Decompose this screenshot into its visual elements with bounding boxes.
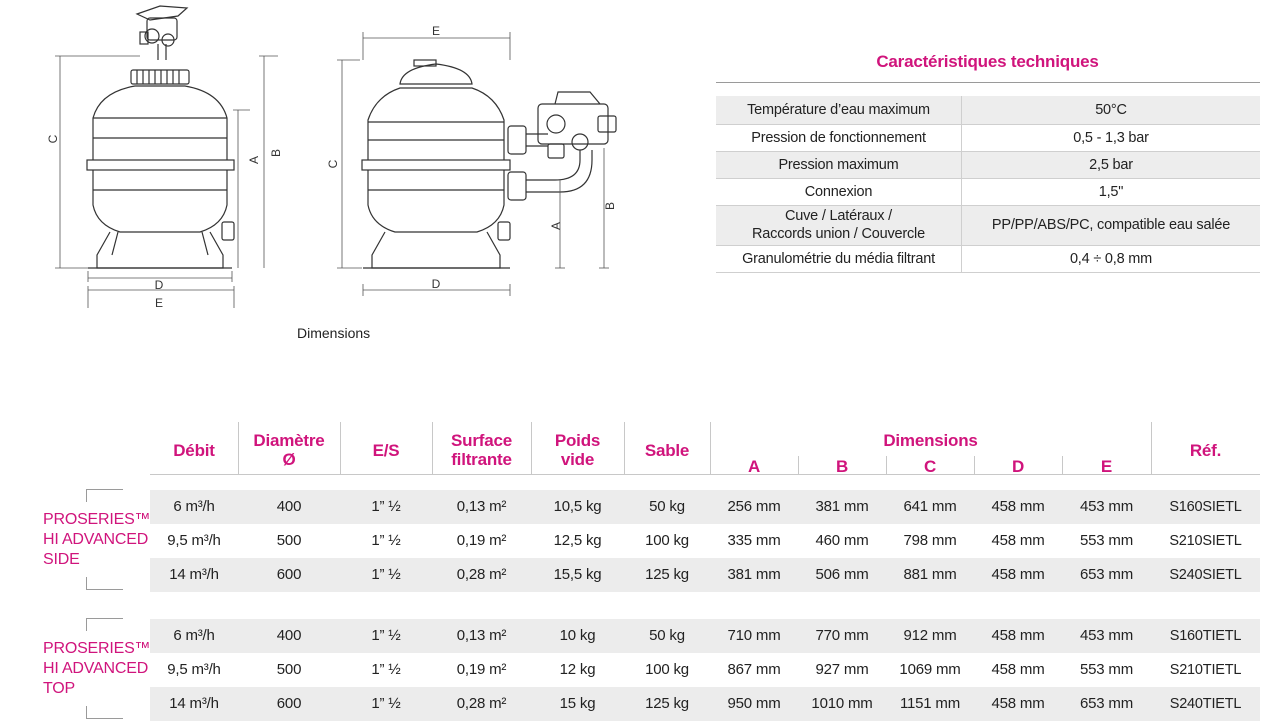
side-mount-filter-drawing: [362, 60, 616, 268]
col-header-line: Ø: [282, 450, 296, 469]
tech-specs-table: [716, 96, 1260, 273]
cell-dim-a: 335 mm: [727, 532, 781, 549]
tech-key: [716, 205, 962, 245]
series-name-line: HI ADVANCED: [43, 531, 149, 548]
cell-dim-c: 798 mm: [903, 532, 957, 549]
cell-poids: 12,5 kg: [553, 532, 602, 549]
dim-label-e: E: [431, 24, 441, 38]
cell-es: 1” ½: [371, 532, 401, 549]
col-header-e: E: [1100, 457, 1113, 476]
col-header-poids: [531, 431, 624, 469]
cell-surface: 0,13 m²: [456, 627, 507, 644]
cell-ref: S210SIETL: [1169, 533, 1242, 549]
dim-label-e: E: [154, 296, 164, 310]
cell-dim-e: 553 mm: [1080, 532, 1133, 549]
tech-key: Granulométrie du média filtrant: [716, 245, 962, 272]
cell-dim-a: 950 mm: [727, 695, 781, 712]
group-bracket: [86, 618, 123, 631]
col-header-line: filtrante: [451, 450, 512, 469]
tech-value: 50°C: [962, 96, 1261, 124]
cell-debit: 9,5 m³/h: [167, 532, 221, 549]
tech-key: Pression de fonctionnement: [716, 124, 962, 151]
cell-surface: 0,28 m²: [456, 566, 507, 583]
cell-debit: 6 m³/h: [173, 627, 215, 644]
col-header-es: E/S: [372, 441, 400, 460]
col-header-d: D: [1011, 457, 1025, 476]
table-row: [150, 619, 1260, 653]
tech-value: PP/PP/ABS/PC, compatible eau salée: [962, 205, 1261, 245]
col-header-line: vide: [560, 450, 595, 469]
cell-diametre: 400: [276, 627, 302, 644]
cell-dim-e: 453 mm: [1080, 627, 1133, 644]
cell-dim-c: 1151 mm: [899, 695, 960, 712]
top-mount-filter-drawing: [87, 6, 234, 268]
cell-dim-e: 653 mm: [1080, 695, 1133, 712]
cell-diametre: 500: [276, 532, 302, 549]
col-header-debit: Débit: [173, 441, 215, 460]
dim-label-b: B: [603, 201, 617, 211]
dim-label-b: B: [269, 148, 283, 158]
filter-dimensions-diagram: [0, 0, 700, 320]
dim-label-a: A: [247, 155, 261, 165]
cell-poids: 15 kg: [559, 695, 596, 712]
cell-diametre: 500: [276, 661, 302, 678]
series-name-line: PROSERIES™: [43, 511, 151, 528]
cell-debit: 14 m³/h: [169, 566, 219, 583]
cell-dim-b: 381 mm: [815, 498, 869, 515]
cell-dim-a: 381 mm: [727, 566, 781, 583]
tech-row: [716, 124, 1260, 151]
cell-es: 1” ½: [371, 661, 401, 678]
cell-diametre: 600: [276, 695, 302, 712]
cell-ref: S240SIETL: [1169, 567, 1242, 583]
cell-es: 1” ½: [371, 566, 401, 583]
cell-dim-d: 458 mm: [991, 695, 1045, 712]
cell-surface: 0,19 m²: [456, 661, 507, 678]
cell-dim-a: 867 mm: [727, 661, 781, 678]
series-name-line: TOP: [43, 680, 76, 697]
col-header-line: Surface: [451, 431, 512, 450]
dim-label-c: C: [326, 159, 340, 169]
group-bracket: [86, 577, 123, 590]
col-header-line: Poids: [554, 431, 601, 450]
tech-value: 0,4 ÷ 0,8 mm: [962, 245, 1261, 272]
cell-dim-b: 770 mm: [815, 627, 869, 644]
col-header-c: C: [923, 457, 937, 476]
dim-label-d: D: [154, 278, 164, 292]
table-row: [150, 524, 1260, 558]
cell-dim-c: 912 mm: [903, 627, 957, 644]
series-name-line: PROSERIES™: [43, 640, 151, 657]
tech-key: Température d’eau maximum: [716, 96, 962, 124]
tech-key-line: Cuve / Latéraux /: [784, 208, 893, 224]
dim-label-d: D: [431, 277, 441, 291]
tech-row: [716, 151, 1260, 178]
group-bracket: [86, 489, 123, 502]
cell-ref: S210TIETL: [1169, 662, 1242, 678]
cell-ref: S240TIETL: [1169, 696, 1242, 712]
cell-diametre: 600: [276, 566, 302, 583]
tech-key-line: Raccords union / Couvercle: [752, 226, 925, 242]
cell-dim-c: 641 mm: [903, 498, 957, 515]
tech-specs-title: Caractéristiques techniques: [876, 52, 1099, 71]
tech-row: [716, 245, 1260, 272]
cell-dim-d: 458 mm: [991, 566, 1045, 583]
tech-row: [716, 205, 1260, 245]
col-header-line: Diamètre: [253, 431, 325, 450]
cell-dim-c: 1069 mm: [899, 661, 961, 678]
cell-es: 1” ½: [371, 695, 401, 712]
cell-es: 1” ½: [371, 498, 401, 515]
cell-es: 1” ½: [371, 627, 401, 644]
cell-poids: 15,5 kg: [553, 566, 602, 583]
cell-sable: 100 kg: [645, 661, 689, 678]
cell-sable: 50 kg: [649, 627, 685, 644]
cell-poids: 10 kg: [559, 627, 596, 644]
cell-dim-b: 506 mm: [815, 566, 869, 583]
cell-dim-d: 458 mm: [991, 627, 1045, 644]
col-header-diametre: [238, 431, 340, 469]
cell-dim-c: 881 mm: [903, 566, 957, 583]
tech-value: 1,5": [962, 178, 1261, 205]
series-name-line: HI ADVANCED: [43, 660, 149, 677]
tech-key: Pression maximum: [716, 151, 962, 178]
tech-row: [716, 96, 1260, 124]
cell-poids: 12 kg: [559, 661, 596, 678]
series-name-top: [43, 639, 153, 699]
series-name-line: SIDE: [43, 551, 80, 568]
cell-dim-a: 710 mm: [727, 627, 781, 644]
cell-dim-d: 458 mm: [991, 532, 1045, 549]
cell-debit: 6 m³/h: [173, 498, 215, 515]
cell-sable: 50 kg: [649, 498, 685, 515]
cell-dim-b: 460 mm: [815, 532, 869, 549]
cell-ref: S160SIETL: [1169, 499, 1242, 515]
table-row: [150, 490, 1260, 524]
cell-ref: S160TIETL: [1169, 628, 1242, 644]
cell-dim-a: 256 mm: [727, 498, 781, 515]
cell-dim-b: 927 mm: [815, 661, 869, 678]
tech-specs-divider: [716, 82, 1260, 83]
series-name-side: [43, 510, 153, 570]
table-row: [150, 558, 1260, 592]
tech-value: 2,5 bar: [962, 151, 1261, 178]
col-header-dimensions: Dimensions: [883, 431, 978, 450]
tech-row: [716, 178, 1260, 205]
cell-debit: 14 m³/h: [169, 695, 219, 712]
cell-dim-b: 1010 mm: [811, 695, 873, 712]
cell-sable: 125 kg: [645, 566, 689, 583]
tech-key: Connexion: [716, 178, 962, 205]
table-row: [150, 687, 1260, 721]
cell-dim-d: 458 mm: [991, 498, 1045, 515]
tech-value: 0,5 - 1,3 bar: [962, 124, 1261, 151]
cell-sable: 100 kg: [645, 532, 689, 549]
cell-dim-d: 458 mm: [991, 661, 1045, 678]
cell-dim-e: 653 mm: [1080, 566, 1133, 583]
col-header-surface: [432, 431, 531, 469]
cell-diametre: 400: [276, 498, 302, 515]
col-header-b: B: [835, 457, 849, 476]
cell-surface: 0,13 m²: [456, 498, 507, 515]
col-header-a: A: [747, 457, 761, 476]
cell-debit: 9,5 m³/h: [167, 661, 221, 678]
dim-label-a: A: [549, 221, 563, 231]
table-row: [150, 653, 1260, 687]
col-header-sable: Sable: [644, 441, 690, 460]
group-bracket: [86, 706, 123, 719]
cell-surface: 0,19 m²: [456, 532, 507, 549]
dimensions-caption: Dimensions: [297, 325, 371, 341]
dim-label-c: C: [46, 134, 60, 144]
cell-dim-e: 453 mm: [1080, 498, 1133, 515]
col-header-ref: Réf.: [1189, 441, 1222, 460]
cell-dim-e: 553 mm: [1080, 661, 1133, 678]
cell-surface: 0,28 m²: [456, 695, 507, 712]
cell-poids: 10,5 kg: [553, 498, 602, 515]
cell-sable: 125 kg: [645, 695, 689, 712]
